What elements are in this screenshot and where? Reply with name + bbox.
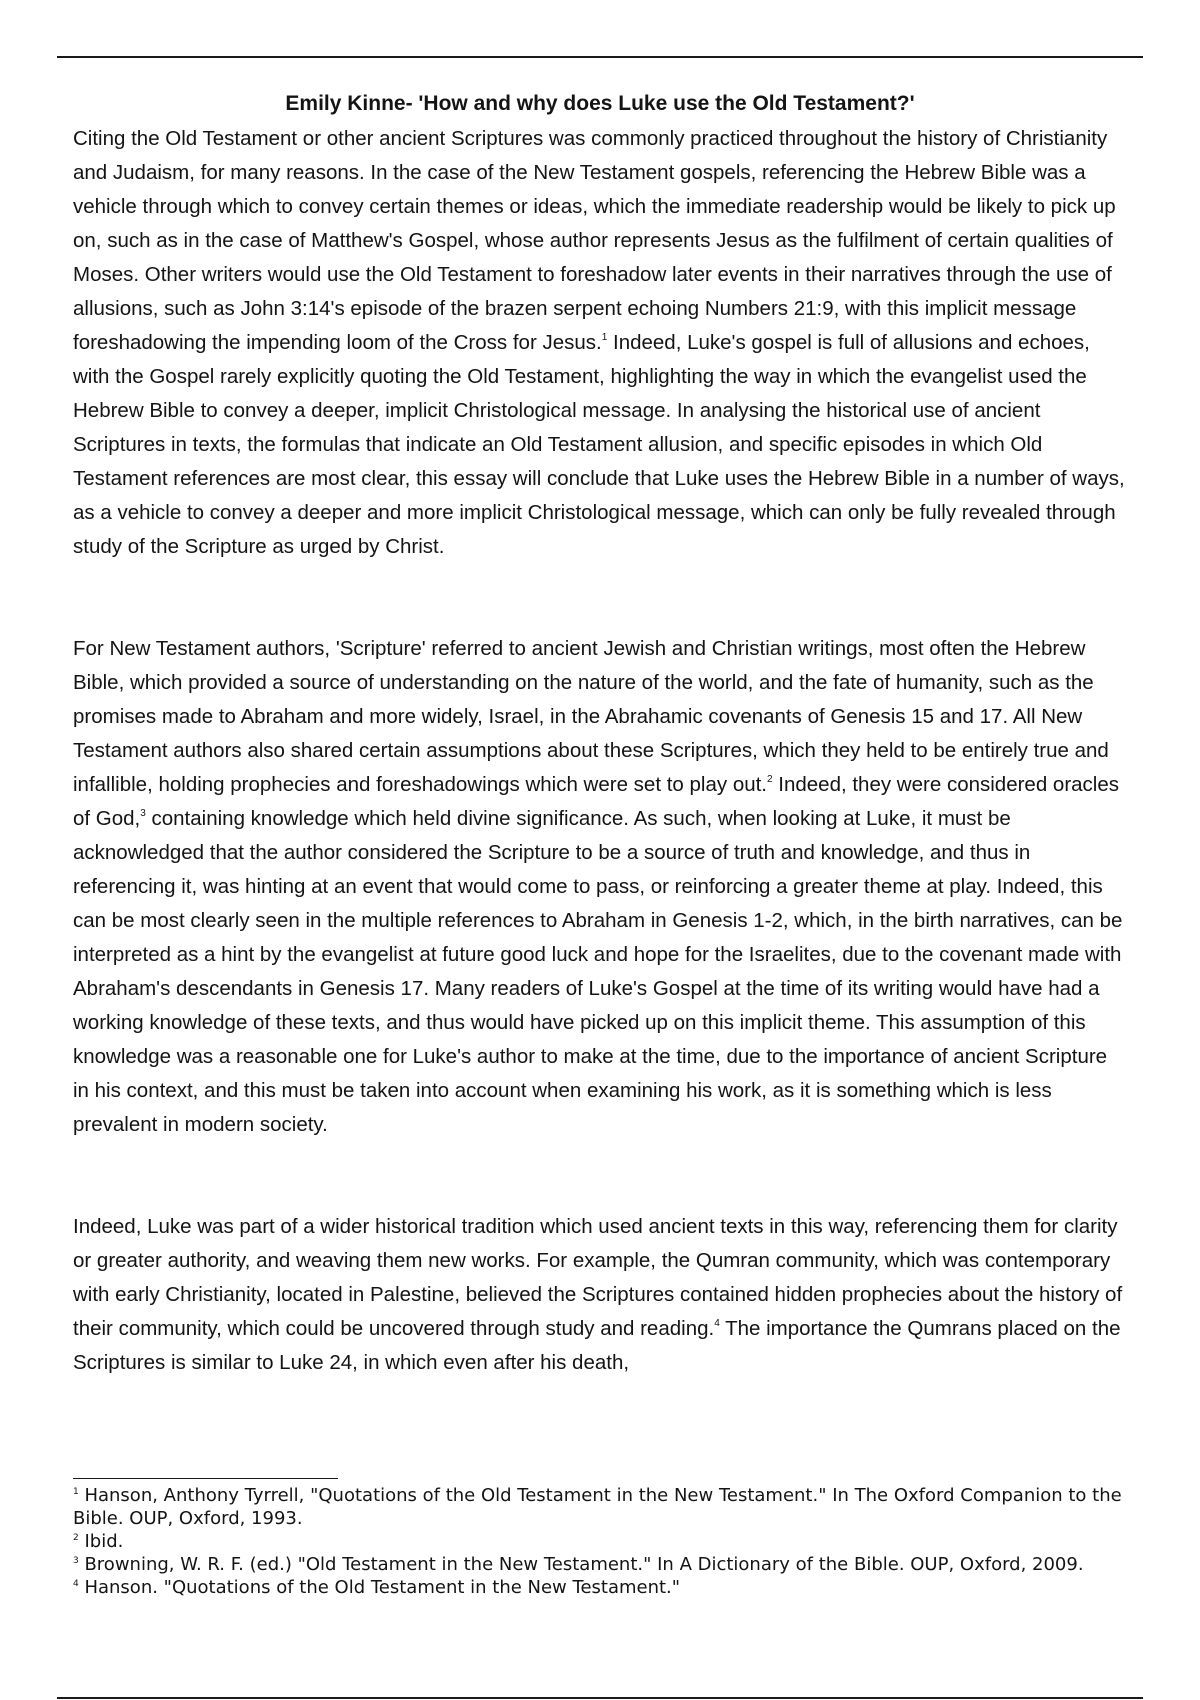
paragraph-2 xyxy=(73,632,1127,1142)
paragraph-text: Indeed, Luke's gospel is full of allusions and echoes, with the Gospel rarely explicitly quoting the Old Testament, highlighting the way in which the evangelist used the Hebrew Bible to convey a deeper, implicit Christological message. In analysing the historical use of ancient Scriptures in texts, the formulas that indicate an Old Testament allusion, and specific episodes in which Old Testament references are most clear, this essay will conclude that Luke uses the Hebrew Bible in a number of ways, as a vehicle to convey a deeper and more implicit Christological message, which can only be fully revealed through study of the Scripture as urged by Christ. xyxy=(73,331,1125,558)
paragraph-text: Indeed, they were considered oracles of God, xyxy=(73,773,1120,830)
footnote-1 xyxy=(73,1484,1127,1530)
footnote-number: 4 xyxy=(73,1579,79,1589)
footnote-4 xyxy=(73,1576,1127,1599)
paragraph-text: The importance the Qumrans placed on the Scriptures is similar to Luke 24, in which even after his death, xyxy=(73,1317,1121,1374)
paragraph-text: containing knowledge which held divine significance. As such, when looking at Luke, it must be acknowledged that the author considered the Scripture to be a source of truth and knowledge, and thus in referencing it, was hinting at an event that would come to pass, or reinforcing a greater theme at play. Indeed, this can be most clearly seen in the multiple references to Abraham in Genesis 1-2, which, in the birth narratives, can be interpreted as a hint by the evangelist at future good luck and hope for the Israelites, due to the covenant made with Abraham's descendants in Genesis 17. Many readers of Luke's Gospel at the time of its writing would have had a working knowledge of these texts, and thus would have picked up on this implicit theme. This assumption of this knowledge was a reasonable one for Luke's author to make at the time, due to the importance of ancient Scripture in his context, and this must be taken into account when examining his work, as it is something which is less prevalent in modern society. xyxy=(73,807,1123,1136)
top-rule xyxy=(57,56,1143,58)
footnote-text: Ibid. xyxy=(78,1531,124,1552)
bottom-rule xyxy=(57,1697,1143,1699)
footnote-text: Hanson, Anthony Tyrrell, "Quotations of the Old Testament in the New Testament." In The Oxford Companion to the Bible. OUP, Oxford, 1993. xyxy=(73,1485,1122,1529)
footnote-text: Browning, W. R. F. (ed.) "Old Testament in the New Testament." In A Dictionary of the Bible. OUP, Oxford, 2009. xyxy=(78,1554,1084,1575)
paragraph-1 xyxy=(73,122,1127,564)
footnote-number: 3 xyxy=(73,1556,79,1566)
footnote-ref[interactable]: 3 xyxy=(140,808,146,819)
paragraph-text: Indeed, Luke was part of a wider historical tradition which used ancient texts in this way, referencing them for clarity or greater authority, and weaving them new works. For example, the Qumran community, which was contemporary with early Christianity, located in Palestine, believed the Scriptures contained hidden prophecies about the history of their community, which could be uncovered through study and reading. xyxy=(73,1215,1123,1340)
document-body xyxy=(73,122,1127,1380)
document-title: Emily Kinne- 'How and why does Luke use the Old Testament?' xyxy=(285,92,915,116)
footnotes xyxy=(73,1484,1127,1599)
paragraph-3 xyxy=(73,1210,1127,1380)
footnote-number: 2 xyxy=(73,1533,79,1543)
footnote-2 xyxy=(73,1530,1127,1553)
paragraph-text: For New Testament authors, 'Scripture' referred to ancient Jewish and Christian writings, most often the Hebrew Bible, which provided a source of understanding on the nature of the world, and the fate of humanity, such as the promises made to Abraham and more widely, Israel, in the Abrahamic covenants of Genesis 15 and 17. All New Testament authors also shared certain assumptions about these Scriptures, which they held to be entirely true and infallible, holding prophecies and foreshadowings which were set to play out. xyxy=(73,637,1109,796)
footnote-ref[interactable]: 4 xyxy=(714,1318,720,1329)
footnote-3 xyxy=(73,1553,1127,1576)
footnote-number: 1 xyxy=(73,1487,79,1497)
paragraph-text: Citing the Old Testament or other ancient Scriptures was commonly practiced throughout the history of Christianity and Judaism, for many reasons. In the case of the New Testament gospels, referencing the Hebrew Bible was a vehicle through which to convey certain themes or ideas, which the immediate readership would be likely to pick up on, such as in the case of Matthew's Gospel, whose author represents Jesus as the fulfilment of certain qualities of Moses. Other writers would use the Old Testament to foreshadow later events in their narratives through the use of allusions, such as John 3:14's episode of the brazen serpent echoing Numbers 21:9, with this implicit message foreshadowing the impending loom of the Cross for Jesus. xyxy=(73,127,1116,354)
footnote-ref[interactable]: 2 xyxy=(767,774,773,785)
footnote-ref[interactable]: 1 xyxy=(601,332,608,343)
footnote-separator xyxy=(73,1478,338,1479)
footnote-text: Hanson. "Quotations of the Old Testament in the New Testament." xyxy=(78,1577,681,1598)
